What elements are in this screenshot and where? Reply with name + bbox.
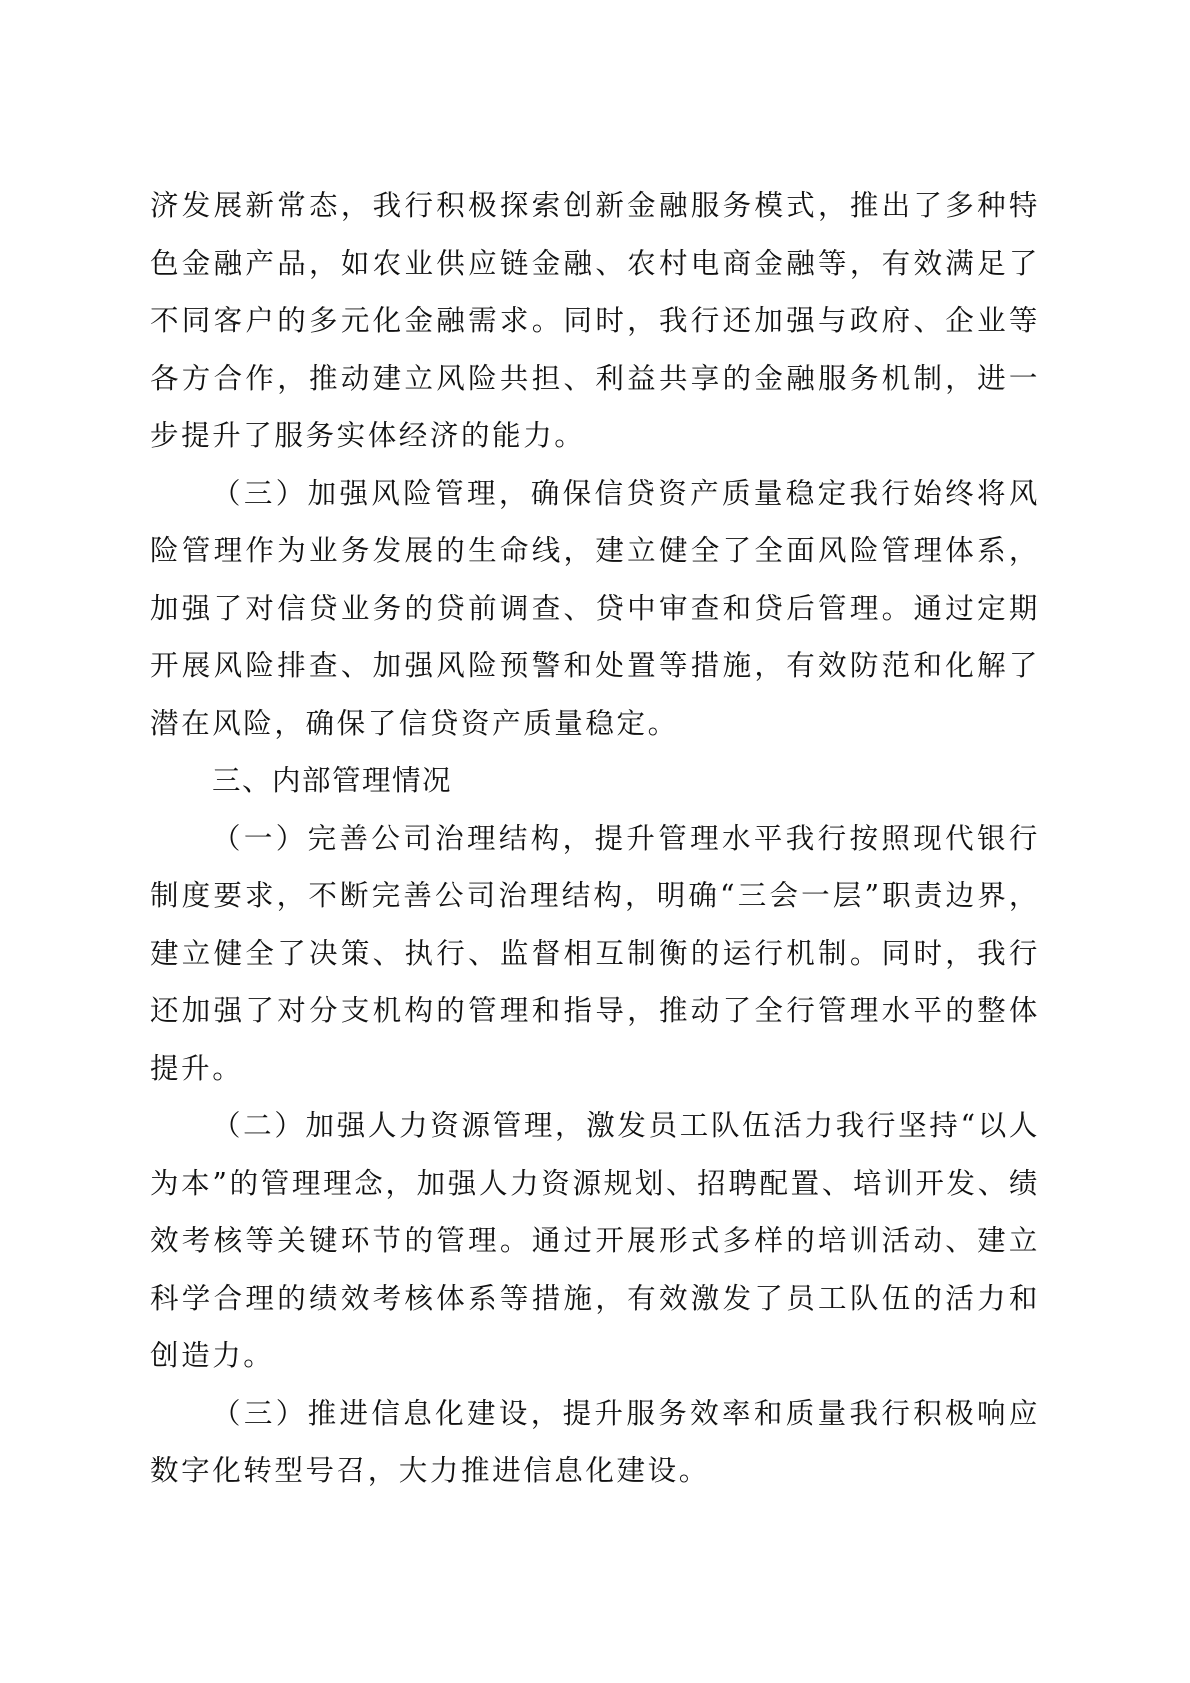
paragraph-financial-services: 济发展新常态，我行积极探索创新金融服务模式，推出了多种特色金融产品，如农业供应链金融、农村电商金融等，有效满足了不同客户的多元化金融需求。同时，我行还加强与政府、企业等各方合作，推动建立风险共担、利益共享的金融服务机制，进一步提升了服务实体经济的能力。 [150,189,1040,452]
document-page [150,177,1040,1500]
section-heading-internal-management: 三、内部管理情况 [212,764,453,797]
paragraph-risk-management: （三）加强风险管理，确保信贷资产质量稳定我行始终将风险管理作为业务发展的生命线，建立健全了全面风险管理体系，加强了对信贷业务的贷前调查、贷中审查和贷后管理。通过定期开展风险排查、加强风险预警和处置等措施，有效防范和化解了潜在风险，确保了信贷资产质量稳定。 [150,476,1040,740]
paragraph-human-resources: （二）加强人力资源管理，激发员工队伍活力我行坚持“以人为本”的管理理念，加强人力资源规划、招聘配置、培训开发、绩效考核等关键环节的管理。通过开展形式多样的培训活动、建立科学合理的绩效考核体系等措施，有效激发了员工队伍的活力和创造力。 [150,1109,1040,1372]
paragraph-corporate-governance: （一）完善公司治理结构，提升管理水平我行按照现代银行制度要求，不断完善公司治理结构，明确“三会一层”职责边界，建立健全了决策、执行、监督相互制衡的运行机制。同时，我行还加强了对分支机构的管理和指导，推动了全行管理水平的整体提升。 [150,821,1040,1085]
paragraph-informatization: （三）推进信息化建设，提升服务效率和质量我行积极响应数字化转型号召，大力推进信息化建设。 [150,1396,1040,1487]
